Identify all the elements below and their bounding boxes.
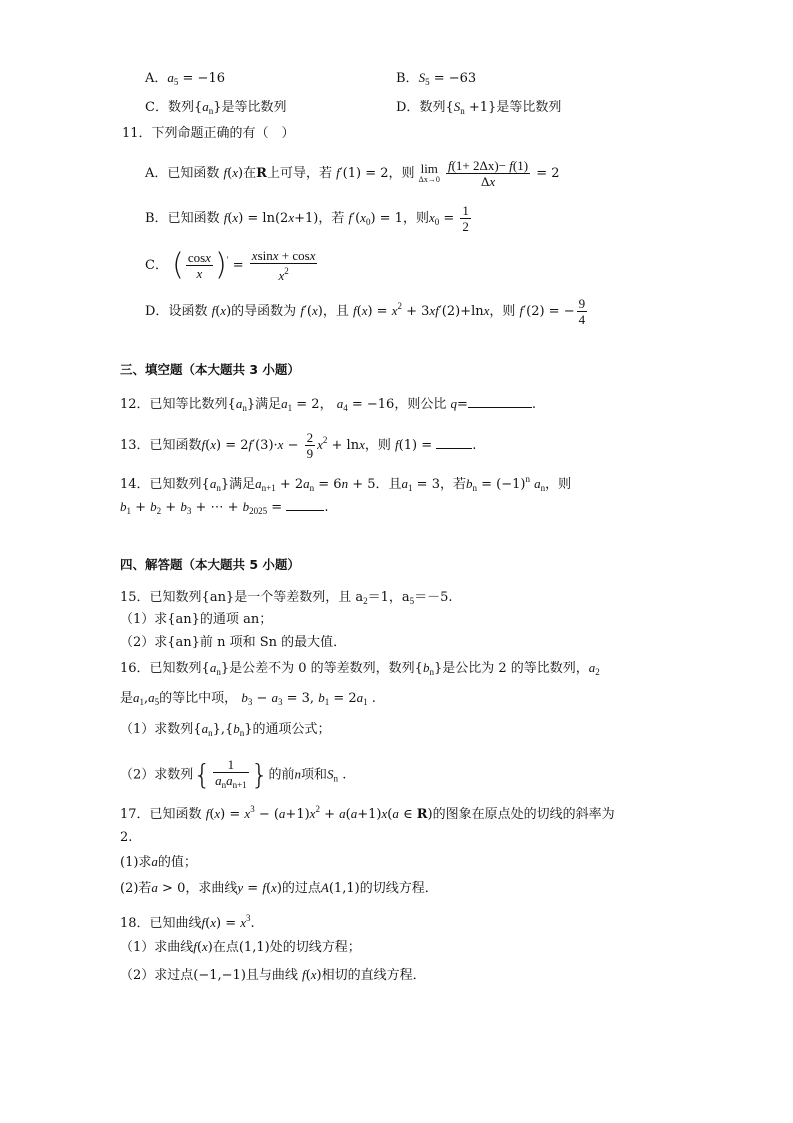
q16-line1: 16．已知数列$\{a_n\}$是公差不为 0 的等差数列，数列$\{b_n\}$是公比为 2 的等比数列，$a_2$ xyxy=(120,660,600,677)
q11-option-b: B．已知函数 f(x) = ln(2x+1)，若 $f'(x_0) = 1$，则$x_0$ = $\frac{1}{2}$ xyxy=(145,203,469,234)
q14-line2: $b_1 + b_2 + b_3$ + ⋯ + $b_{2025}$ = . xyxy=(120,499,329,516)
q18-part2: （2）求过点(−1,−1)且与曲线 f(x)相切的直线方程． xyxy=(120,967,426,983)
section-4-heading: 四、解答题（本大题共 5 小题） xyxy=(120,557,300,572)
q12-answer-blank[interactable] xyxy=(468,395,532,408)
q10-option-d: D．数列$\{S_n +1\}$是等比数列 xyxy=(396,99,562,116)
q10-option-a: A．$a_5 = -16$ xyxy=(145,70,225,87)
q11-option-c: C． ( $\frac{\cos x}{x}$ )′ = $\frac{xsinx + \cos x}{x^2}$ xyxy=(145,247,316,283)
q17-line2: 2. xyxy=(120,830,133,845)
q18-stem: 18．已知曲线$f(x) = x^3$. xyxy=(120,913,255,931)
q15-part2: （2）求{an}前 n 项和 Sn 的最大值． xyxy=(120,635,347,650)
q11-stem: 11．下列命题正确的有（ ） xyxy=(122,126,295,141)
q15-stem: 15．已知数列{an}是一个等差数列，且 $a_2=1$，$a_5=-5$. xyxy=(120,590,453,606)
q16-line2: 是$a_1,a_5$的等比中项， $b_3 - a_3 = 3$, $b_1 = 2a_1$ . xyxy=(120,690,376,707)
q15-part1: （1）求{an}的通项 an； xyxy=(120,612,273,627)
q10-option-c: C．数列$\{a_n\}$是等比数列 xyxy=(145,99,287,116)
q13-answer-blank[interactable] xyxy=(436,436,472,449)
q17-part1: (1)求a的值； xyxy=(120,854,197,870)
q14-answer-blank[interactable] xyxy=(286,498,324,511)
q16-part1: （1）求数列$\{a_n\},\{b_n\}$的通项公式； xyxy=(120,721,331,738)
q11-option-d: D．设函数 f(x)的导函数为 f′(x)，且 $f(x) = x^2 + 3xf'(2)+\ln x$，则 f′(2) = − $\frac{9}{4}$ xyxy=(145,296,586,327)
q13: 13．已知函数f(x) = 2f′(3)·x − $\frac{2}{9}$ $x^2 + \ln x$，则 f(1) = . xyxy=(120,430,477,461)
q16-part2: （2）求数列{ $\frac{1}{a_na_{n+1}}$ }的前n项和$S_n$ . xyxy=(120,757,347,791)
q18-part1: （1）求曲线f(x)在点(1,1)处的切线方程； xyxy=(120,939,361,955)
section-3-heading: 三、填空题（本大题共 3 小题） xyxy=(120,362,300,377)
q14-line1: 14．已知数列$\{a_n\}$满足$a_{n+1} + 2a_n = 6n + 5$．且$a_1 = 3$，若$b_n = (-1)^n$ $a_n$，则 xyxy=(120,474,572,493)
q17-line1: 17．已知函数 $f(x) = x^3 - (a+1)x^2 + a(a+1)x(a$ ∈ R)的图象在原点处的切线的斜率为 xyxy=(120,804,615,822)
q11-option-a: A．已知函数 f(x)在R上可导，若 f′(1) = 2，则 lim Δx→0 $\frac{f(1+ 2\Delta x)- f(1)}{\Delta x}$ = 2 xyxy=(145,158,560,189)
q10-option-b: B．$S_5 = -63$ xyxy=(396,70,477,87)
q12: 12．已知等比数列$\{a_n\}$满足$a_1 = 2$， $a_4 = -16$，则公比 q= . xyxy=(120,396,536,413)
q17-part2: (2)若a > 0，求曲线y = f(x)的过点A(1,1)的切线方程． xyxy=(120,880,438,896)
